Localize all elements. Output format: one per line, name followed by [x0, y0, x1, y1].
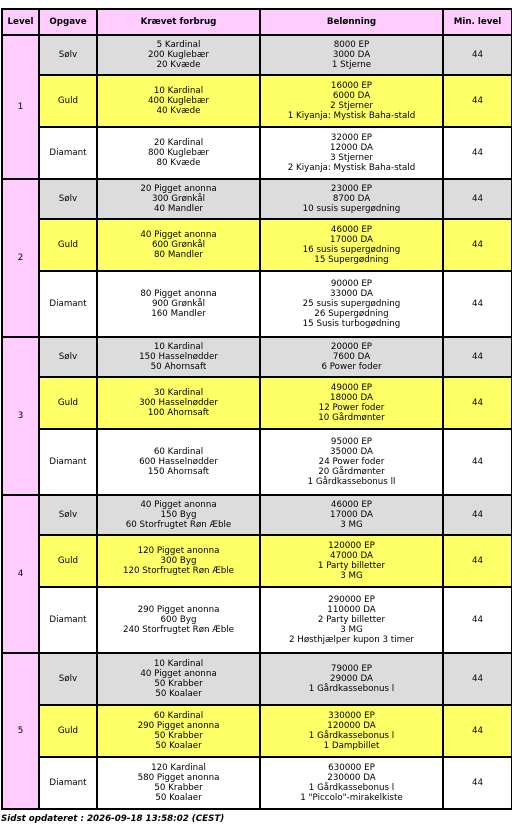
required-item: 50 Ahornsaft: [150, 362, 207, 372]
reward-item: 17000 DA: [330, 510, 373, 520]
quest-row: [2, 757, 512, 809]
reward-cell: [260, 535, 443, 587]
reward-item: 1 Gårdkassebonus l: [308, 731, 395, 741]
required-cell: [97, 705, 260, 757]
reward-item: 120000 EP: [328, 541, 375, 551]
reward-cell: [260, 705, 443, 757]
task-name: Guld: [39, 377, 97, 429]
required-item: 80 Mandler: [154, 250, 203, 260]
reward-item: 2 Kiyanja: Mystisk Baha-stald: [287, 163, 416, 173]
reward-item: 46000 EP: [330, 225, 373, 235]
quest-row: [2, 219, 512, 271]
required-item: 60 Storfrugtet Røn Æble: [125, 520, 232, 530]
quest-row: [2, 271, 512, 337]
required-cell: [97, 271, 260, 337]
task-name: Guld: [39, 535, 97, 587]
reward-item: 32000 EP: [330, 133, 373, 143]
reward-cell: [260, 35, 443, 75]
task-name: Sølv: [39, 35, 97, 75]
required-cell: [97, 429, 260, 495]
task-name: Sølv: [39, 495, 97, 535]
required-cell: [97, 377, 260, 429]
reward-item: 95000 EP: [330, 437, 373, 447]
required-item: 50 Krabber: [154, 783, 203, 793]
reward-item: 7600 DA: [332, 352, 371, 362]
header-reward: Belønning: [260, 9, 443, 35]
level-cell: 4: [2, 495, 39, 653]
reward-item: 12000 DA: [330, 143, 373, 153]
reward-cell: [260, 127, 443, 179]
required-item: 240 Storfrugtet Røn Æble: [122, 625, 235, 635]
reward-item: 20 Gårdmønter: [318, 467, 385, 477]
reward-item: 25 susis supergødning: [302, 299, 401, 309]
required-item: 200 Kuglebær: [147, 50, 209, 60]
quest-row: [2, 35, 512, 75]
required-cell: [97, 75, 260, 127]
required-cell: [97, 219, 260, 271]
quest-row: [2, 495, 512, 535]
reward-item: 8000 EP: [333, 40, 370, 50]
required-item: 10 Kardinal: [153, 342, 204, 352]
min-level-cell: 44: [443, 429, 512, 495]
required-item: 40 Kvæde: [156, 106, 201, 116]
task-name: Guld: [39, 705, 97, 757]
required-item: 40 Pigget anonna: [140, 500, 217, 510]
task-name: Guld: [39, 219, 97, 271]
task-name: Diamant: [39, 587, 97, 653]
min-level-cell: 44: [443, 35, 512, 75]
required-cell: [97, 127, 260, 179]
required-item: 40 Pigget anonna: [140, 230, 217, 240]
required-item: 40 Mandler: [154, 204, 203, 214]
quest-row: [2, 705, 512, 757]
reward-cell: [260, 653, 443, 705]
reward-item: 12 Power foder: [318, 403, 385, 413]
reward-item: 330000 EP: [328, 711, 375, 721]
required-item: 50 Krabber: [154, 731, 203, 741]
reward-cell: [260, 377, 443, 429]
task-name: Sølv: [39, 653, 97, 705]
reward-item: 3 MG: [340, 625, 363, 635]
required-item: 60 Kardinal: [153, 711, 204, 721]
level-cell: 1: [2, 35, 39, 179]
required-item: 60 Kardinal: [153, 447, 204, 457]
required-item: 160 Mandler: [151, 309, 206, 319]
required-item: 30 Kardinal: [153, 388, 204, 398]
reward-item: 1 Party billetter: [317, 561, 386, 571]
header-row: [2, 9, 512, 35]
reward-item: 1 Gårdkassebonus l: [308, 684, 395, 694]
last-updated: Sidst opdateret : 2026-09-18 13:58:02 (CEST): [1, 814, 225, 824]
required-item: 300 Grønkål: [151, 194, 206, 204]
quest-row: [2, 179, 512, 219]
task-name: Sølv: [39, 337, 97, 377]
required-cell: [97, 179, 260, 219]
quest-row: [2, 653, 512, 705]
required-item: 50 Koalaer: [155, 689, 202, 699]
reward-item: 290000 EP: [328, 595, 375, 605]
reward-item: 16000 EP: [330, 81, 373, 91]
required-cell: [97, 587, 260, 653]
reward-item: 10 susis supergødning: [302, 204, 401, 214]
quest-row: [2, 587, 512, 653]
required-item: 80 Pigget anonna: [140, 289, 217, 299]
min-level-cell: 44: [443, 377, 512, 429]
header-required: Krævet forbrug: [97, 9, 260, 35]
min-level-cell: 44: [443, 337, 512, 377]
reward-item: 6000 DA: [332, 91, 371, 101]
required-item: 10 Kardinal: [153, 86, 204, 96]
reward-item: 29000 DA: [330, 674, 373, 684]
required-cell: [97, 337, 260, 377]
reward-item: 1 Stjerne: [331, 60, 372, 70]
required-item: 300 Byg: [160, 556, 197, 566]
required-item: 120 Storfrugtet Røn Æble: [122, 566, 235, 576]
reward-item: 6 Power foder: [321, 362, 382, 372]
min-level-cell: 44: [443, 705, 512, 757]
quest-row: [2, 337, 512, 377]
reward-item: 3 MG: [340, 520, 363, 530]
reward-cell: [260, 429, 443, 495]
required-item: 80 Kvæde: [156, 158, 201, 168]
required-item: 290 Pigget anonna: [137, 721, 220, 731]
reward-item: 1 Kiyanja: Mystisk Baha-stald: [287, 111, 416, 121]
task-name: Diamant: [39, 757, 97, 809]
reward-item: 15 Susis turbogødning: [302, 319, 401, 329]
reward-cell: [260, 757, 443, 809]
reward-item: 20000 EP: [330, 342, 373, 352]
reward-item: 3 Stjerner: [330, 153, 373, 163]
required-item: 40 Pigget anonna: [140, 669, 217, 679]
reward-cell: [260, 271, 443, 337]
reward-item: 26 Supergødning: [314, 309, 389, 319]
reward-cell: [260, 587, 443, 653]
reward-item: 15 Supergødning: [314, 255, 389, 265]
quest-row: [2, 377, 512, 429]
reward-item: 18000 DA: [330, 393, 373, 403]
min-level-cell: 44: [443, 179, 512, 219]
reward-item: 1 Dampbillet: [323, 741, 380, 751]
required-item: 400 Kuglebær: [147, 96, 209, 106]
reward-item: 1 Gårdkassebonus l: [308, 783, 395, 793]
reward-item: 79000 EP: [330, 664, 373, 674]
task-name: Sølv: [39, 179, 97, 219]
reward-item: 630000 EP: [328, 763, 375, 773]
reward-item: 230000 DA: [327, 773, 376, 783]
quest-row: [2, 127, 512, 179]
reward-item: 33000 DA: [330, 289, 373, 299]
reward-item: 47000 DA: [330, 551, 373, 561]
reward-cell: [260, 75, 443, 127]
reward-item: 49000 EP: [330, 383, 373, 393]
reward-item: 17000 DA: [330, 235, 373, 245]
header-task: Opgave: [39, 9, 97, 35]
reward-item: 16 susis supergødning: [302, 245, 401, 255]
required-item: 120 Pigget anonna: [137, 546, 220, 556]
reward-item: 10 Gårdmønter: [318, 413, 385, 423]
reward-item: 2 Stjerner: [330, 101, 373, 111]
reward-item: 110000 DA: [327, 605, 376, 615]
reward-item: 3000 DA: [332, 50, 371, 60]
required-item: 800 Kuglebær: [147, 148, 209, 158]
required-item: 900 Grønkål: [151, 299, 206, 309]
reward-cell: [260, 495, 443, 535]
min-level-cell: 44: [443, 653, 512, 705]
reward-item: 8700 DA: [332, 194, 371, 204]
quest-row: [2, 429, 512, 495]
reward-cell: [260, 179, 443, 219]
required-cell: [97, 495, 260, 535]
required-item: 600 Byg: [160, 615, 197, 625]
reward-cell: [260, 219, 443, 271]
task-name: Diamant: [39, 271, 97, 337]
reward-cell: [260, 337, 443, 377]
quest-row: [2, 535, 512, 587]
required-item: 300 Hasselnødder: [139, 398, 218, 408]
required-cell: [97, 535, 260, 587]
min-level-cell: 44: [443, 75, 512, 127]
task-name: Guld: [39, 75, 97, 127]
quest-table: [1, 8, 512, 810]
required-item: 600 Grønkål: [151, 240, 206, 250]
reward-item: 24 Power foder: [318, 457, 385, 467]
required-item: 600 Hasselnødder: [139, 457, 218, 467]
reward-item: 3 MG: [340, 571, 363, 581]
min-level-cell: 44: [443, 127, 512, 179]
required-cell: [97, 35, 260, 75]
reward-item: 2 Party billetter: [317, 615, 386, 625]
required-item: 50 Krabber: [154, 679, 203, 689]
min-level-cell: 44: [443, 535, 512, 587]
task-name: Diamant: [39, 127, 97, 179]
min-level-cell: 44: [443, 757, 512, 809]
required-item: 150 Ahornsaft: [147, 467, 210, 477]
header-min-level: Min. level: [443, 9, 512, 35]
task-name: Diamant: [39, 429, 97, 495]
required-item: 5 Kardinal: [156, 40, 201, 50]
min-level-cell: 44: [443, 587, 512, 653]
required-item: 120 Kardinal: [151, 763, 206, 773]
reward-item: 1 Gårdkassebonus ll: [307, 477, 396, 487]
required-item: 20 Kvæde: [156, 60, 201, 70]
reward-item: 35000 DA: [330, 447, 373, 457]
header-level: Level: [2, 9, 39, 35]
required-cell: [97, 757, 260, 809]
level-cell: 5: [2, 653, 39, 809]
reward-item: 2 Høsthjælper kupon 3 timer: [289, 635, 414, 645]
reward-item: 46000 EP: [330, 500, 373, 510]
min-level-cell: 44: [443, 495, 512, 535]
required-item: 290 Pigget anonna: [137, 605, 220, 615]
required-item: 50 Koalaer: [155, 793, 202, 803]
required-item: 580 Pigget anonna: [137, 773, 220, 783]
reward-item: 1 "Piccolo"-mirakelkiste: [300, 793, 403, 803]
min-level-cell: 44: [443, 219, 512, 271]
required-item: 20 Pigget anonna: [140, 184, 217, 194]
required-item: 20 Kardinal: [153, 138, 204, 148]
required-item: 50 Koalaer: [155, 741, 202, 751]
reward-item: 23000 EP: [330, 184, 373, 194]
quest-row: [2, 75, 512, 127]
required-item: 150 Byg: [160, 510, 197, 520]
required-item: 10 Kardinal: [153, 659, 204, 669]
reward-item: 120000 DA: [327, 721, 376, 731]
level-cell: 3: [2, 337, 39, 495]
required-cell: [97, 653, 260, 705]
reward-item: 90000 EP: [330, 279, 373, 289]
level-cell: 2: [2, 179, 39, 337]
required-item: 150 Hasselnødder: [139, 352, 218, 362]
min-level-cell: 44: [443, 271, 512, 337]
required-item: 100 Ahornsaft: [147, 408, 210, 418]
